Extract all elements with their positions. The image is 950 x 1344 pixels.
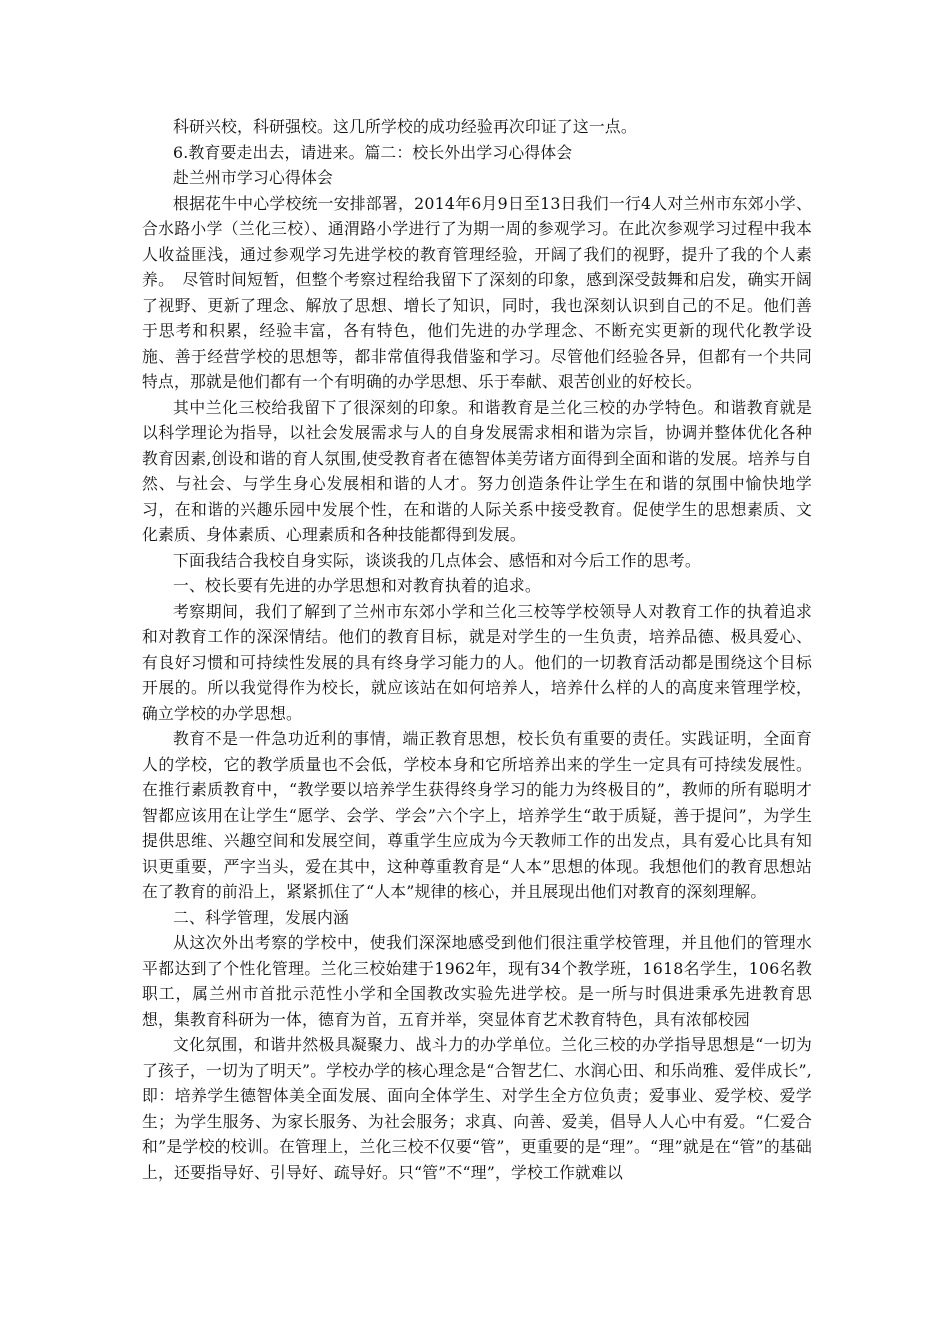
paragraph-harmony-education: 其中兰化三校给我留下了很深刻的印象。和谐教育是兰化三校的办学特色。和谐教育就是以科学理论为指导，以社会发展需求与人的自身发展需求相和谐为宗旨，协调并整体优化各种教育因素,创设和谐的育人氛围,使受教育者在德智体美劳诸方面得到全面和谐的发展。培养与自然、与社会、与学生身心发展相和谐的人才。努力创造条件让学生在和谐的氛围中愉快地学习，在和谐的兴趣乐园中发展个性，在和谐的人际关系中接受教育。促使学生的思想素质、文化素质、身体素质、心理素质和各种技能都得到发展。 bbox=[142, 397, 812, 544]
heading-section-two: 二、科学管理，发展内涵 bbox=[173, 907, 349, 927]
paragraph-transition: 下面我结合我校自身实际，谈谈我的几点体会、感悟和对今后工作的思考。 bbox=[173, 550, 701, 570]
paragraph-campus-culture: 文化氛围，和谐井然极具凝聚力、战斗力的办学单位。兰化三校的办学指导思想是“一切为了孩子，一切为了明天”。学校办学的核心理念是“合智艺仁、水润心田、和乐尚雅、爱伴成长”,即：培养学生德智体美全面发展、面向全体学生、对学生全方位负责；爱事业、爱学校、爱学生；为学生服务、为家长服务、为社会服务；求真、向善、爱美，倡导人人心中有爱。“仁爱合和”是学校的校训。在管理上，兰化三校不仅要“管”，更重要的是“理”。“理”就是在“管”的基础上，还要指导好、引导好、疏导好。只“管”不“理”，学校工作就难以 bbox=[142, 1035, 812, 1182]
paragraph-education-thought: 教育不是一件急功近利的事情，端正教育思想，校长负有重要的责任。实践证明，全面育人的学校，它的教学质量也不会低，学校本身和它所培养出来的学生一定具有可持续发展性。在推行素质教育中，“教学要以培养学生获得终身学习的能力为终极目的”，教师的所有聪明才智都应该用在让学生“愿学、会学、学会”六个字上，培养学生“敢于质疑，善于提问”，为学生提供思维、兴趣空间和发展空间，尊重学生应成为今天教师工作的出发点，具有爱心比具有知识更重要，严字当头，爱在其中，这种尊重教育是“人本”思想的体现。我想他们的教育思想站在了教育的前沿上，紧紧抓住了“人本”规律的核心，并且展现出他们对教育的深刻理解。 bbox=[142, 729, 812, 901]
paragraph-inspection-period: 考察期间，我们了解到了兰州市东郊小学和兰化三校等学校领导人对教育工作的执着追求和对教育工作的深深情结。他们的教育目标，就是对学生的一生负责，培养品德、极具爱心、有良好习惯和可持续性发展的具有终身学习能力的人。他们的一切教育活动都是围绕这个目标开展的。所以我觉得作为校长，就应该站在如何培养人，培养什么样的人的高度来管理学校，确立学校的办学思想。 bbox=[142, 601, 812, 723]
paragraph-point-six-and-section-title: 6.教育要走出去，请进来。篇二：校长外出学习心得体会 bbox=[173, 142, 573, 162]
paragraph-arrangement: 根据花牛中心学校统一安排部署，2014年6月9日至13日我们一行4人对兰州市东郊小学、合水路小学（兰化三校）、通渭路小学进行了为期一周的参观学习。在此次参观学习过程中我本人收益匪浅，通过参观学习先进学校的教育管理经验，开阔了我们的视野，提升了我的个人素养。 尽管时间短暂，但整个考察过程给我留下了深刻的印象，感到深受鼓舞和启发，确实开阔了视野、更新了理念、解放了思想、增长了知识，同时，我也深刻认识到自己的不足。他们善于思考和积累，经验丰富，各有特色，他们先进的办学理念、不断充实更新的现代化教学设施、善于经营学校的思想等，都非常值得我借鉴和学习。尽管他们经验各异，但都有一个共同特点，那就是他们都有一个有明确的办学思想、乐于奉献、艰苦创业的好校长。 bbox=[142, 193, 812, 391]
document-body bbox=[142, 114, 812, 1185]
paragraph-intro-conclusion: 科研兴校，科研强校。这几所学校的成功经验再次印证了这一点。 bbox=[173, 117, 637, 136]
heading-section-one: 一、校长要有先进的办学思想和对教育执着的追求。 bbox=[173, 576, 541, 595]
paragraph-article-title: 赴兰州市学习心得体会 bbox=[173, 168, 333, 187]
paragraph-school-management: 从这次外出考察的学校中，使我们深深地感受到他们很注重学校管理，并且他们的管理水平都达到了个性化管理。兰化三校始建于1962年，现有34个教学班，1618名学生，106名教职工，属兰州市首批示范性小学和全国教改实验先进学校。是一所与时俱进秉承先进教育思想，集教育科研为一体，德育为首，五育并举，突显体育艺术教育特色，具有浓郁校园 bbox=[142, 933, 812, 1029]
